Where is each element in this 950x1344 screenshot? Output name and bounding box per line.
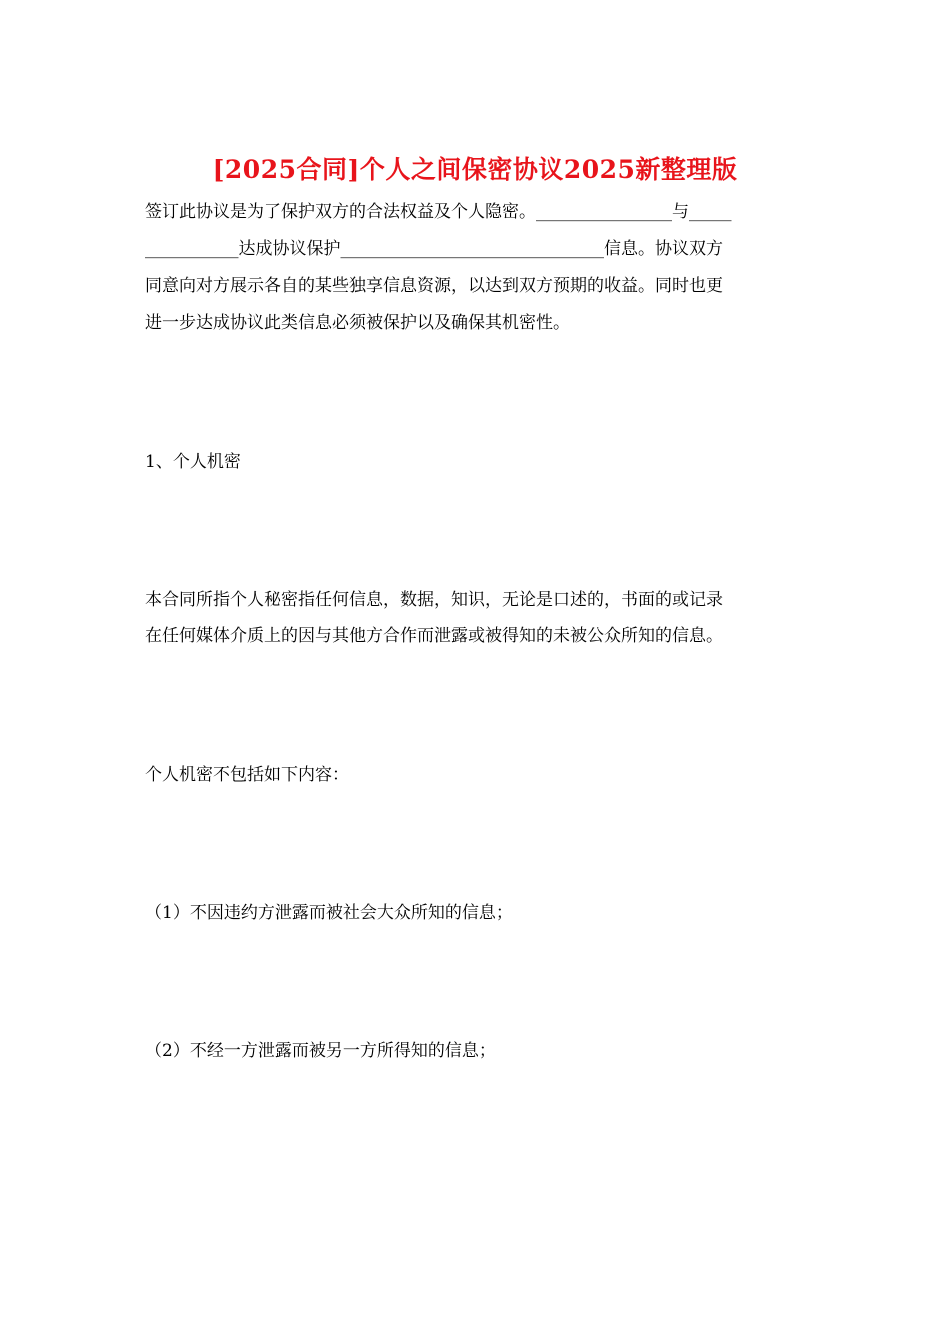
exclusions-heading: 个人机密不包括如下内容： (145, 765, 349, 785)
intro-line-3: 同意向对方展示各自的某些独享信息资源，以达到双方预期的收益。同时也更 (145, 276, 723, 296)
document-title: [2025合同]个人之间保密协议2025新整理版 (212, 155, 738, 184)
intro-line-1: 签订此协议是为了保护双方的合法权益及个人隐密。________________与_____ (145, 202, 732, 222)
exclusion-item-2: （2）不经一方泄露而被另一方所得知的信息； (145, 1041, 496, 1061)
intro-line-2: ___________达成协议保护_______________________________信息。协议双方 (145, 239, 723, 259)
definition-line-1: 本合同所指个人秘密指任何信息，数据，知识，无论是口述的，书面的或记录 (145, 590, 723, 610)
section-heading: 1、个人机密 (145, 452, 241, 472)
definition-line-2: 在任何媒体介质上的因与其他方合作而泄露或被得知的未被公众所知的信息。 (145, 626, 723, 646)
intro-line-4: 进一步达成协议此类信息必须被保护以及确保其机密性。 (145, 313, 570, 333)
exclusion-item-1: （1）不因违约方泄露而被社会大众所知的信息； (145, 903, 513, 923)
